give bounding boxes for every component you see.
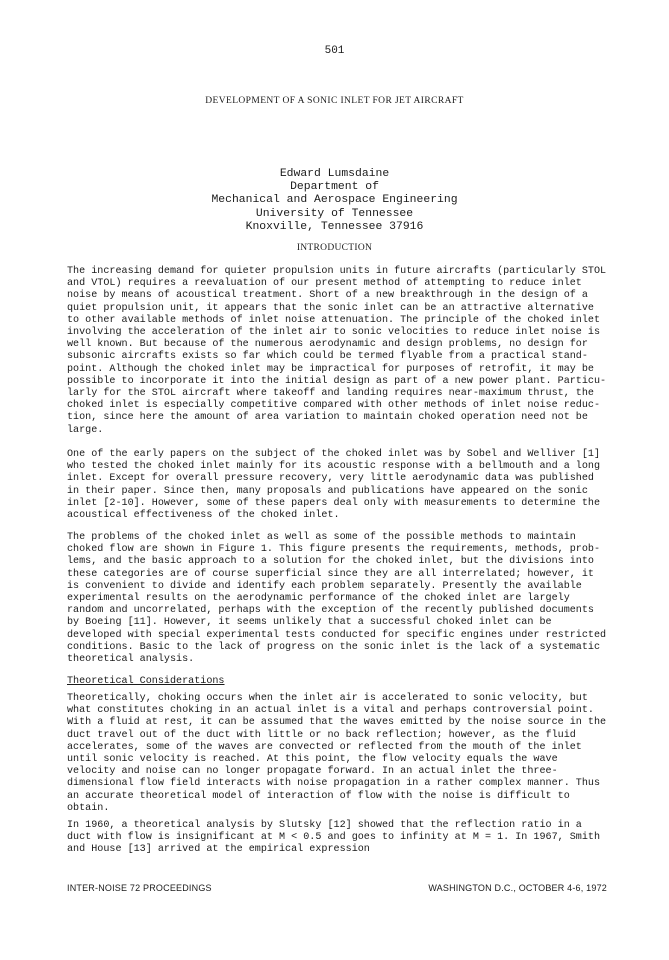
text-line: inlet. Except for overall pressure recovery, very little aerodynamic data was published: [67, 473, 594, 485]
text-line: these categories are of course superficial since they are all interrelated; however, it: [67, 568, 594, 580]
text-line: duct with flow is insignificant at M < 0.5 and goes to infinity at M = 1. In 1967, Smith: [67, 832, 601, 844]
text-line: until sonic velocity is reached. At this point, the flow velocity equals the wave: [67, 754, 558, 766]
text-line: accelerates, some of the waves are convected or reflected from the mouth of the inlet: [67, 741, 582, 753]
text-line: The increasing demand for quieter propulsion units in future aircrafts (particularly STOL: [67, 266, 607, 277]
author-name: Edward Lumsdaine: [279, 168, 390, 180]
text-line: acoustical effectiveness of the choked inlet.: [67, 510, 340, 522]
paragraph-3: [67, 532, 607, 666]
text-line: an accurate theoretical model of interaction of flow with the noise is difficult to: [67, 790, 570, 802]
section-heading: Theoretical Considerations: [67, 676, 225, 687]
text-line: duct travel out of the duct with little or no back reflection; however, as the fluid: [67, 729, 576, 741]
paragraph-1: [67, 266, 607, 437]
text-line: velocity and noise can no longer propagate forward. In an actual inlet the three-: [67, 766, 558, 778]
text-line: point. Although the choked inlet may be impractical for purposes of retrofit, it may be: [67, 363, 594, 375]
text-line: conditions. Basic to the lack of progress on the sonic inlet is the lack of a systematic: [67, 641, 601, 653]
text-line: developed with special experimental tests conducted for specific engines under restricted: [67, 629, 607, 641]
paper-title: DEVELOPMENT OF A SONIC INLET FOR JET AIRCRAFT: [205, 96, 464, 106]
text-line: quiet propulsion unit, it appears that the sonic inlet can be an attractive alternative: [67, 302, 594, 314]
text-line: who tested the choked inlet mainly for its acoustic response with a bellmouth and a long: [67, 461, 601, 473]
text-line: larly for the STOL aircraft where takeoff and landing requires near-maximum thrust, the: [67, 388, 594, 400]
author-block: [0, 168, 669, 234]
text-line: and VTOL) requires a reevaluation of our present method of attempting to reduce inlet: [67, 278, 582, 290]
text-line: With a fluid at rest, it can be assumed that the waves emitted by the noise source in the: [67, 717, 607, 729]
text-line: In 1960, a theoretical analysis by Slutsky [12] showed that the reflection ratio in a: [67, 820, 582, 831]
text-line: choked flow are shown in Figure 1. This figure presents the requirements, methods, prob-: [67, 544, 601, 556]
author-address: Knoxville, Tennessee 37916: [245, 220, 424, 233]
author-department: Department of: [290, 181, 379, 194]
paragraph-2: [67, 449, 607, 522]
text-line: well known. But because of the numerous aerodynamic and design problems, no design for: [67, 339, 588, 351]
page-number: 501: [324, 45, 345, 57]
footer-proceedings: INTER-NOISE 72 PROCEEDINGS: [67, 883, 212, 893]
text-line: random and uncorrelated, perhaps with the exception of the recently published documents: [67, 605, 594, 617]
paragraph-5: [67, 820, 607, 857]
text-line: in their paper. Since then, many proposals and publications have appeared on the sonic: [67, 485, 588, 497]
text-line: involving the acceleration of the inlet air to sonic velocities to reduce inlet noise is: [67, 327, 601, 339]
text-line: One of the early papers on the subject of the choked inlet was by Sobel and Welliver [1]: [67, 449, 601, 460]
text-line: experimental results on the aerodynamic performance of the choked inlet are largely: [67, 593, 570, 605]
introduction-heading: INTRODUCTION: [296, 243, 373, 253]
text-line: subsonic aircrafts exists so far which could be termed flyable from a practical stand-: [67, 351, 588, 363]
text-line: is convenient to divide and identify each problem separately. Presently the available: [67, 580, 582, 592]
text-line: obtain.: [67, 802, 110, 814]
paragraph-4: [67, 693, 607, 815]
footer-location-date: WASHINGTON D.C., OCTOBER 4-6, 1972: [428, 883, 607, 893]
text-line: to other available methods of inlet noise attenuation. The principle of the choked inlet: [67, 314, 601, 326]
text-line: The problems of the choked inlet as well as some of the possible methods to maintain: [67, 532, 576, 543]
text-line: large.: [67, 424, 104, 436]
text-line: and House [13] arrived at the empirical expression: [67, 844, 370, 856]
text-line: possible to incorporate it into the initial design as part of a new power plant. Particu-: [67, 375, 607, 387]
text-line: lems, and the basic approach to a solution for the choked inlet, but the divisions into: [67, 556, 594, 568]
text-line: by Boeing [11]. However, it seems unlikely that a successful choked inlet can be: [67, 617, 552, 629]
author-field: Mechanical and Aerospace Engineering: [211, 194, 458, 207]
author-university: University of Tennessee: [255, 207, 414, 220]
text-line: noise by means of acoustical treatment. Short of a new breakthrough in the design of a: [67, 290, 588, 302]
text-line: tion, since here the amount of area variation to maintain choked operation need not be: [67, 412, 588, 424]
text-line: inlet [2-10]. However, some of these papers deal only with measurements to determine the: [67, 497, 601, 509]
text-line: Theoretically, choking occurs when the inlet air is accelerated to sonic velocity, but: [67, 693, 588, 704]
text-line: what constitutes choking in an actual inlet is a vital and perhaps controversial point.: [67, 705, 594, 717]
text-line: choked inlet is especially competitive compared with other methods of inlet noise reduc-: [67, 400, 601, 412]
text-line: dimensional flow field interacts with noise propagation in a rather complex manner. Thus: [67, 778, 601, 790]
text-line: theoretical analysis.: [67, 654, 195, 666]
